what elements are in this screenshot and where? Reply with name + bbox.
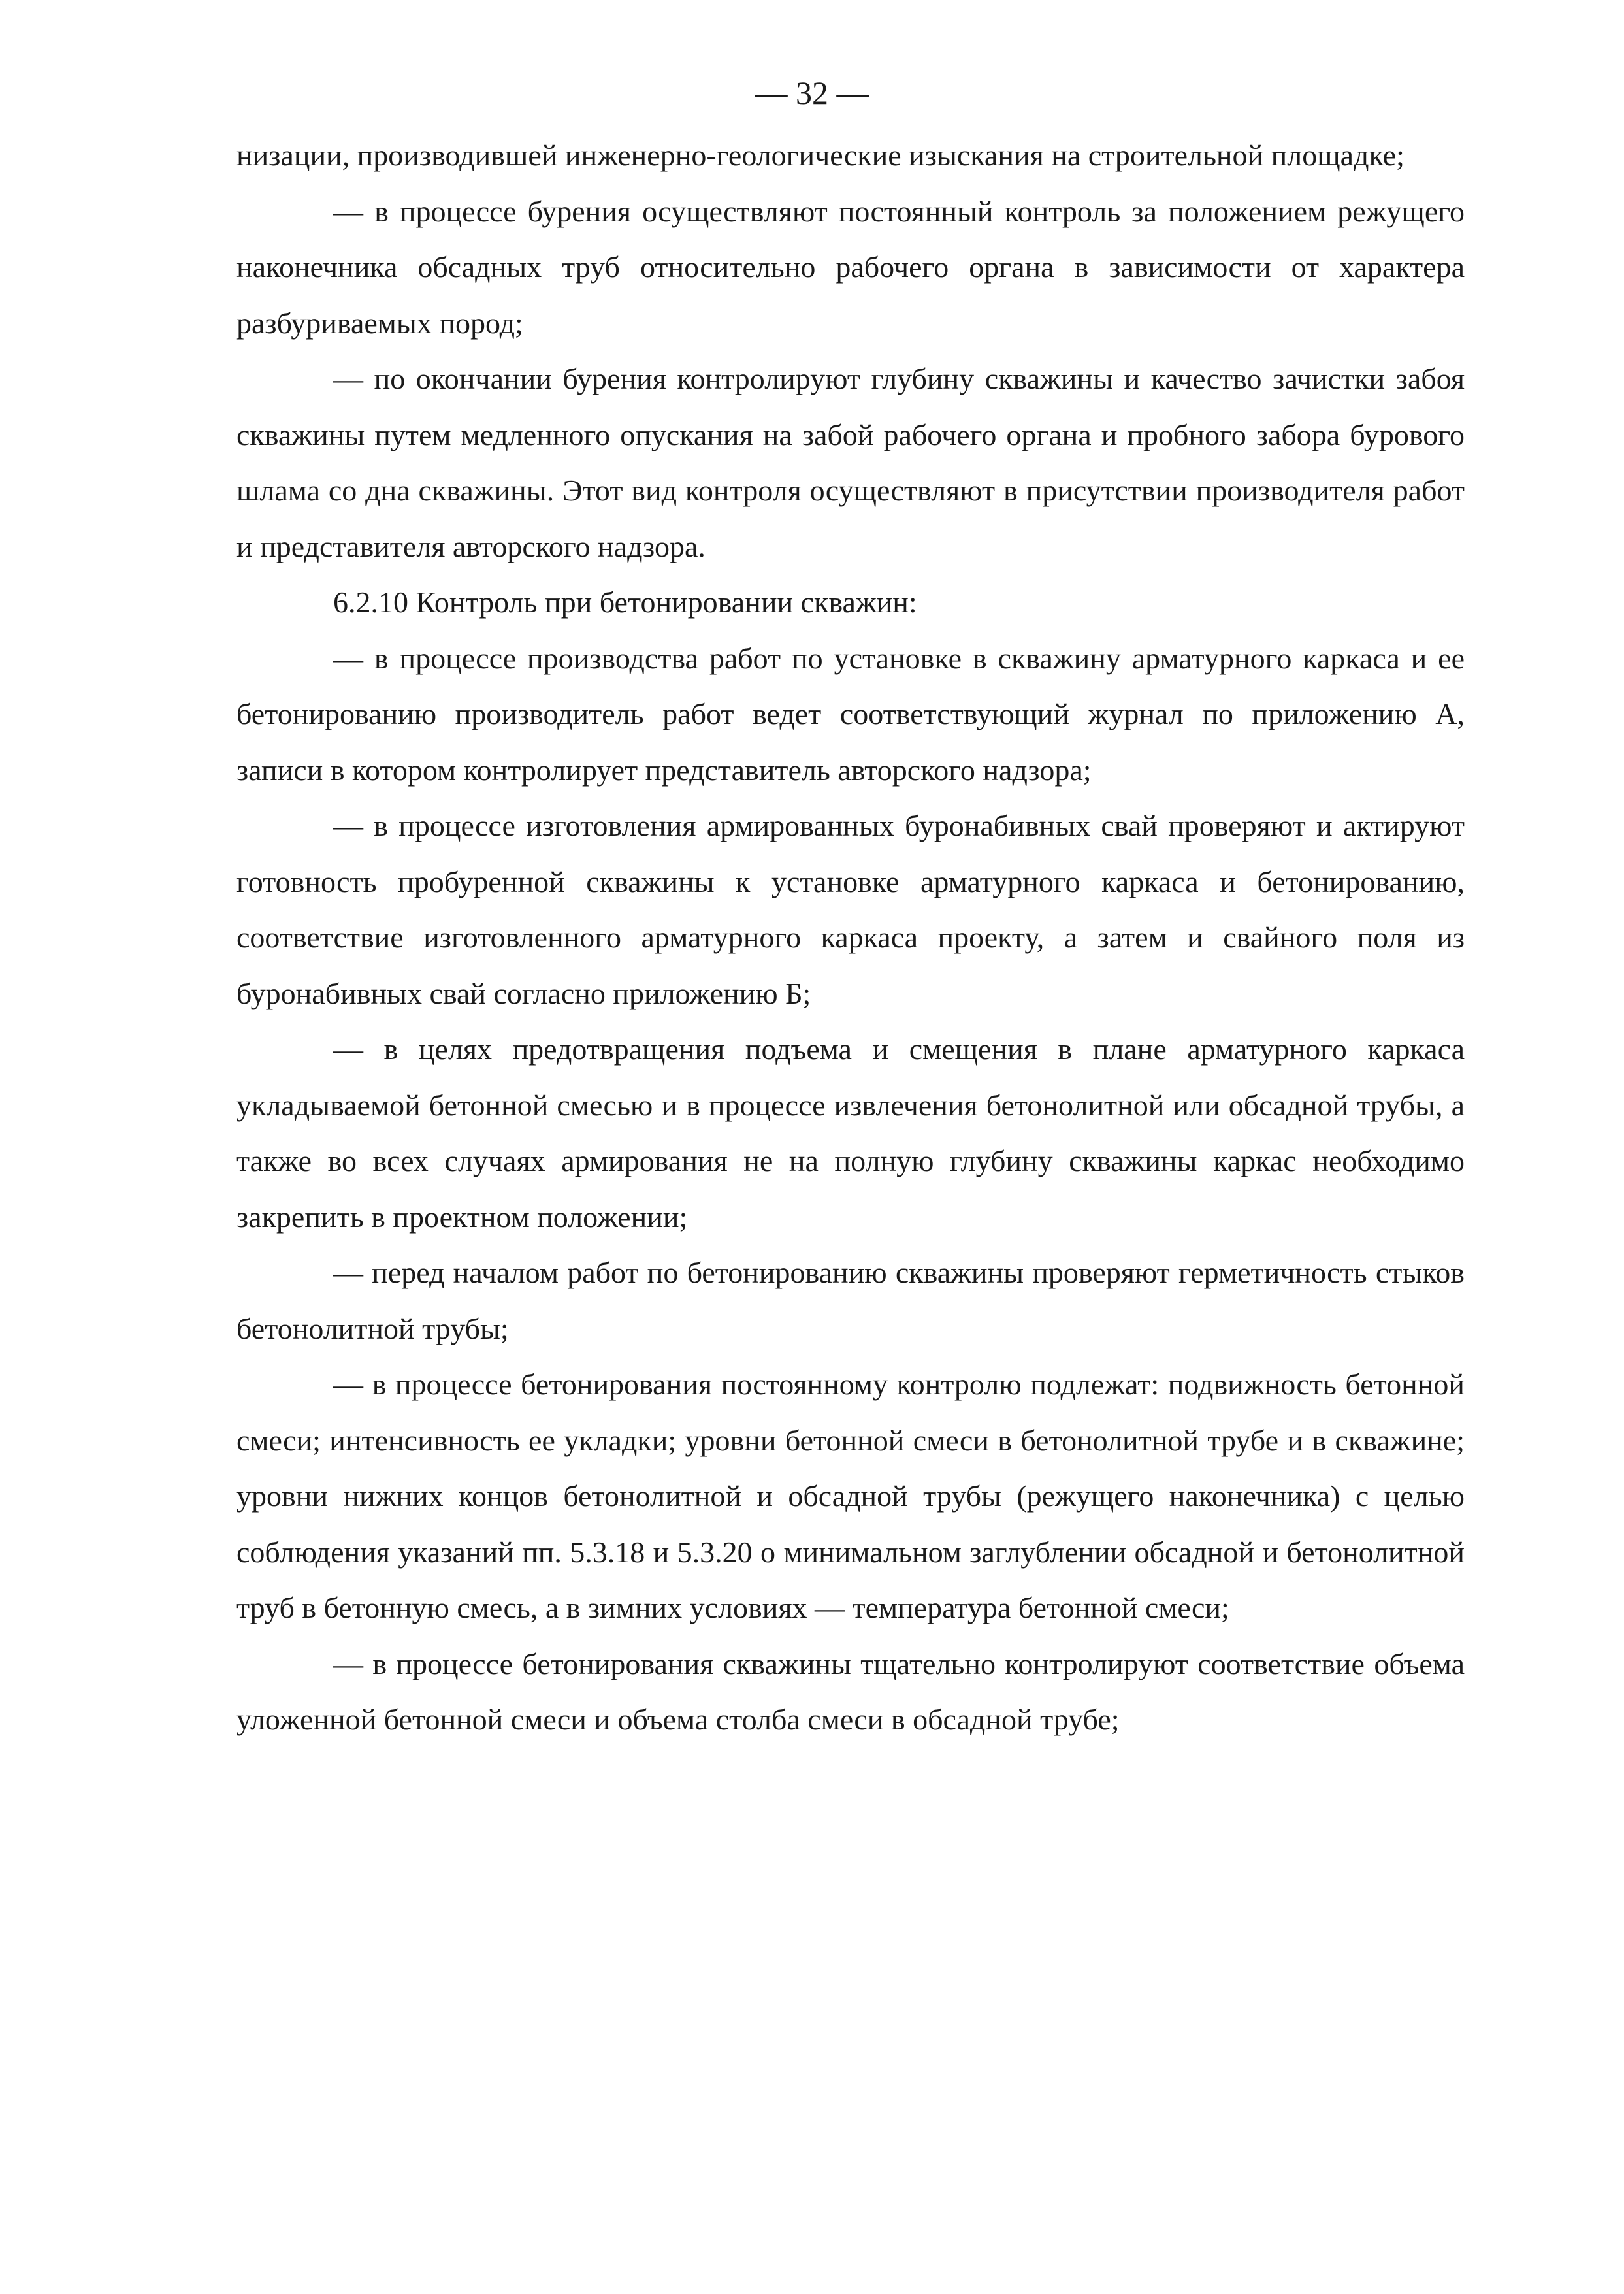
paragraph-drilling-control: — в процессе бурения осуществляют постоянный контроль за положением режущего наконечника обсадных труб относительно рабочего органа в зависимости от характера разбуриваемых пород; bbox=[236, 194, 1465, 340]
paragraph-concreting-control: — в процессе бетонирования постоянному контролю подлежат: подвижность бетонной смеси; интенсивность ее укладки; уровни бетонной смеси в бетонолитной трубе и в скважине; уровни нижних концов бетонолитной и обсадной трубы (режущего наконечника) с целью соблюдения указаний пп. 5.3.18 и 5.3.20 о минимальном заглублении обсадной и бетонолитной труб в бетонную смесь, а в зимних условиях — температура бетонной смеси; bbox=[236, 1368, 1465, 1624]
paragraph-cage-fixing: — в целях предотвращения подъема и смещения в плане арматурного каркаса укладываемой бетонной смесью и в процессе извлечения бетонолитной или обсадной трубы, а также во всех случаях армирования не на полную глубину скважины каркас необходимо закрепить в проектном положении; bbox=[236, 1032, 1465, 1234]
paragraph-continuation: низации, производившей инженерно-геологические изыскания на строительной площадке; bbox=[236, 139, 1405, 172]
paragraph-pipe-joints: — перед началом работ по бетонированию скважины проверяют герметичность стыков бетонолитной трубы; bbox=[236, 1256, 1465, 1345]
paragraph-drilling-end-control: — по окончании бурения контролируют глубину скважины и качество зачистки забоя скважины путем медленного опускания на забой рабочего органа и пробного забора бурового шлама со дна скважины. Этот вид контроля осуществляют в присутствии производителя работ и представителя авторского надзора. bbox=[236, 362, 1465, 563]
paragraph-reinforced-piles: — в процессе изготовления армированных буронабивных свай проверяют и актируют готовность пробуренной скважины к установке арматурного каркаса и бетонированию, соответствие изготовленного арматурного каркаса проекту, а затем и свайного поля из буронабивных свай согласно приложению Б; bbox=[236, 809, 1465, 1010]
section-heading-6-2-10: 6.2.10 Контроль при бетонировании скважин: bbox=[333, 585, 917, 619]
paragraph-journal: — в процессе производства работ по установке в скважину арматурного каркаса и ее бетонированию производитель работ ведет соответствующий журнал по приложению А, записи в котором контролирует представитель авторского надзора; bbox=[236, 641, 1465, 787]
document-body bbox=[236, 127, 1465, 1748]
page-number: — 32 — bbox=[755, 74, 869, 111]
paragraph-volume-control: — в процессе бетонирования скважины тщательно контролируют соответствие объема уложенной бетонной смеси и объема столба смеси в обсадной трубе; bbox=[236, 1647, 1465, 1736]
